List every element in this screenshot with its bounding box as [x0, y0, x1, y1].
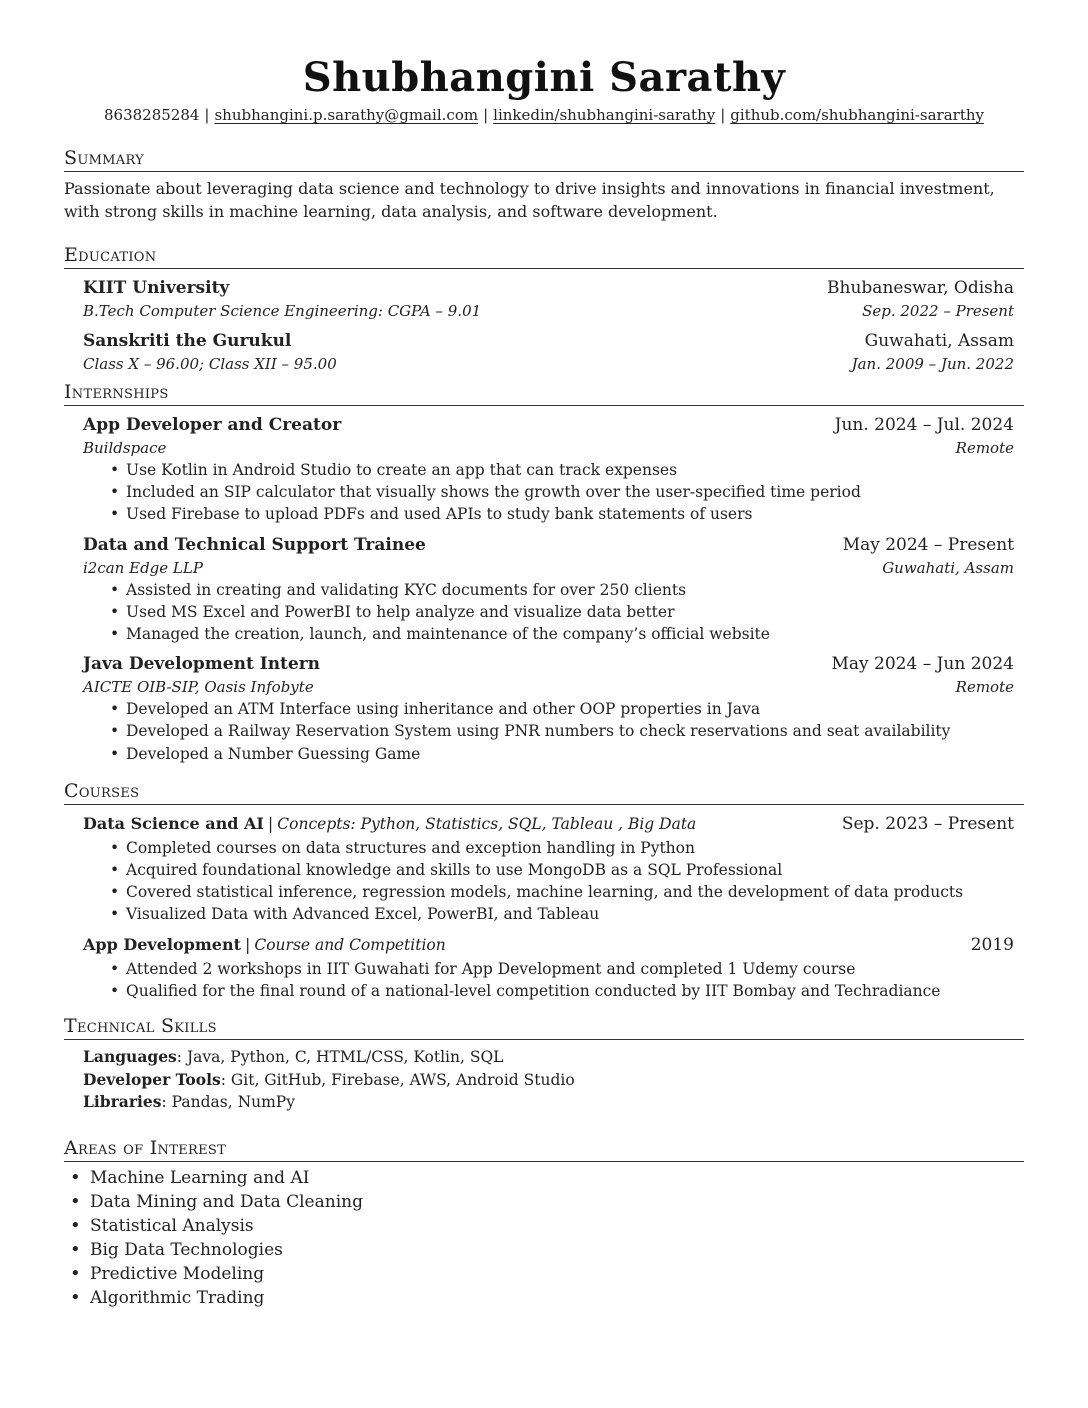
bullet-item: • Covered statistical inference, regression models, machine learning, and the development of data products [126, 881, 1014, 903]
bullet-item: • Acquired foundational knowledge and skills to use MongoDB as a SQL Professional [126, 859, 1014, 881]
email-link[interactable]: shubhangini.p.sarathy@gmail.com [214, 106, 479, 124]
bullet-item: • Qualified for the final round of a national-level competition conducted by IIT Bombay and Techradiance [126, 980, 1014, 1002]
education-entry [64, 275, 1024, 322]
bullet-item: • Used MS Excel and PowerBI to help analyze and visualize data better [126, 601, 1014, 623]
internship-org: AICTE OIB-SIP, Oasis Infobyte [83, 678, 314, 697]
skills-libraries: Pandas, NumPy [171, 1093, 295, 1112]
bullet-item: • Developed a Number Guessing Game [126, 743, 1014, 765]
bullet-item: • Developed a Railway Reservation System using PNR numbers to check reservations and seat availability [126, 720, 1014, 742]
skills-libraries-label: Libraries [83, 1092, 162, 1112]
interest-item: • Data Mining and Data Cleaning [90, 1190, 1024, 1214]
interests-list [64, 1166, 1024, 1310]
bullet-item: • Use Kotlin in Android Studio to create an app that can track expenses [126, 459, 1014, 481]
course-name: App Development [83, 934, 241, 954]
course-subtitle: Concepts: Python, Statistics, SQL, Tableau , Big Data [277, 814, 697, 833]
school-location: Guwahati, Assam [864, 331, 1014, 351]
internship-bullets [83, 459, 1014, 526]
interest-item: • Big Data Technologies [90, 1238, 1024, 1262]
course-entry [64, 932, 1024, 1002]
contact-separator: | [204, 106, 210, 124]
education-section [64, 243, 1024, 375]
course-separator: | [244, 934, 251, 954]
internship-bullets [83, 579, 1014, 646]
github-link[interactable]: github.com/shubhangini-sararthy [730, 106, 985, 124]
interest-item: • Statistical Analysis [90, 1214, 1024, 1238]
internship-location: Remote [955, 439, 1014, 457]
bullet-item: • Managed the creation, launch, and maintenance of the company’s official website [126, 623, 1014, 645]
education-dates: Sep. 2022 – Present [862, 302, 1014, 320]
skills-section [64, 1014, 1024, 1114]
interest-item: • Machine Learning and AI [90, 1166, 1024, 1190]
bullet-item: • Used Firebase to upload PDFs and used APIs to study bank statements of users [126, 503, 1014, 525]
bullet-item: • Included an SIP calculator that visually shows the growth over the user-specified time period [126, 481, 1014, 503]
internship-dates: Jun. 2024 – Jul. 2024 [834, 415, 1014, 435]
section-heading-courses: Courses [64, 779, 1024, 805]
resume-page [64, 52, 1024, 1310]
course-entry [64, 811, 1024, 926]
resume-header [64, 52, 1024, 126]
section-heading-interests: Areas of Interest [64, 1136, 1024, 1162]
candidate-name: Shubhangini Sarathy [302, 54, 786, 101]
internship-entry [64, 412, 1024, 526]
interest-item: • Algorithmic Trading [90, 1286, 1024, 1310]
course-dates: 2019 [970, 934, 1014, 955]
course-bullets [83, 837, 1014, 926]
skills-languages: Java, Python, C, HTML/CSS, Kotlin, SQL [186, 1048, 504, 1067]
course-name: Data Science and AI [83, 813, 264, 833]
education-dates: Jan. 2009 – Jun. 2022 [851, 355, 1014, 373]
degree-info: Class X – 96.00; Class XII – 95.00 [83, 355, 337, 373]
skills-tools-label: Developer Tools [83, 1069, 221, 1089]
internship-dates: May 2024 – Jun 2024 [831, 654, 1014, 675]
course-subtitle: Course and Competition [254, 935, 446, 954]
skills-languages-row: Languages: Java, Python, C, HTML/CSS, Kotlin, SQL [83, 1047, 504, 1067]
internship-location: Remote [955, 678, 1014, 697]
summary-text: Passionate about leveraging data science and technology to drive insights and innovations in financial investment, with strong skills in machine learning, data analysis, and software development. [64, 179, 995, 221]
skills-libraries-row: Libraries: Pandas, NumPy [83, 1092, 295, 1112]
bullet-item: • Assisted in creating and validating KYC documents for over 250 clients [126, 579, 1014, 601]
internship-role: Java Development Intern [83, 654, 321, 675]
internships-section [64, 380, 1024, 765]
skills-list [64, 1046, 1024, 1114]
bullet-item: • Attended 2 workshops in IIT Guwahati for App Development and completed 1 Udemy course [126, 958, 1014, 980]
section-heading-skills: Technical Skills [64, 1014, 1024, 1040]
course-bullets [83, 958, 1014, 1002]
section-heading-education: Education [64, 243, 1024, 269]
course-separator: | [267, 813, 274, 833]
summary-section [64, 146, 1024, 223]
section-heading-internships: Internships [64, 380, 1024, 406]
degree-info: B.Tech Computer Science Engineering: CGPA – 9.01 [83, 302, 482, 320]
courses-section [64, 779, 1024, 1002]
course-dates: Sep. 2023 – Present [841, 813, 1014, 834]
bullet-item: • Completed courses on data structures and exception handling in Python [126, 837, 1014, 859]
internship-entry [64, 532, 1024, 646]
skills-languages-label: Languages [83, 1047, 177, 1067]
internship-org: i2can Edge LLP [83, 558, 203, 577]
internship-bullets [83, 698, 1014, 765]
internship-dates: May 2024 – Present [842, 534, 1014, 555]
internship-location: Guwahati, Assam [882, 558, 1014, 577]
internship-entry [64, 651, 1024, 765]
interest-item: • Predictive Modeling [90, 1262, 1024, 1286]
skills-tools: Git, GitHub, Firebase, AWS, Android Studio [230, 1070, 575, 1089]
linkedin-link[interactable]: linkedin/shubhangini-sarathy [493, 106, 716, 124]
skills-tools-row: Developer Tools: Git, GitHub, Firebase, AWS, Android Studio [83, 1069, 575, 1089]
section-heading-summary: Summary [64, 146, 1024, 172]
school-name: KIIT University [83, 278, 230, 298]
bullet-item: • Visualized Data with Advanced Excel, PowerBI, and Tableau [126, 903, 1014, 925]
internship-role: App Developer and Creator [83, 415, 342, 435]
internship-org: Buildspace [83, 439, 167, 457]
school-location: Bhubaneswar, Odisha [827, 278, 1014, 298]
interests-section [64, 1136, 1024, 1310]
school-name: Sanskriti the Gurukul [83, 331, 292, 351]
contact-line [64, 104, 1024, 126]
internship-role: Data and Technical Support Trainee [83, 534, 426, 555]
bullet-item: • Developed an ATM Interface using inheritance and other OOP properties in Java [126, 698, 1014, 720]
contact-separator: | [720, 106, 726, 124]
education-entry [64, 328, 1024, 375]
phone-number: 8638285284 [103, 106, 200, 124]
contact-separator: | [483, 106, 489, 124]
